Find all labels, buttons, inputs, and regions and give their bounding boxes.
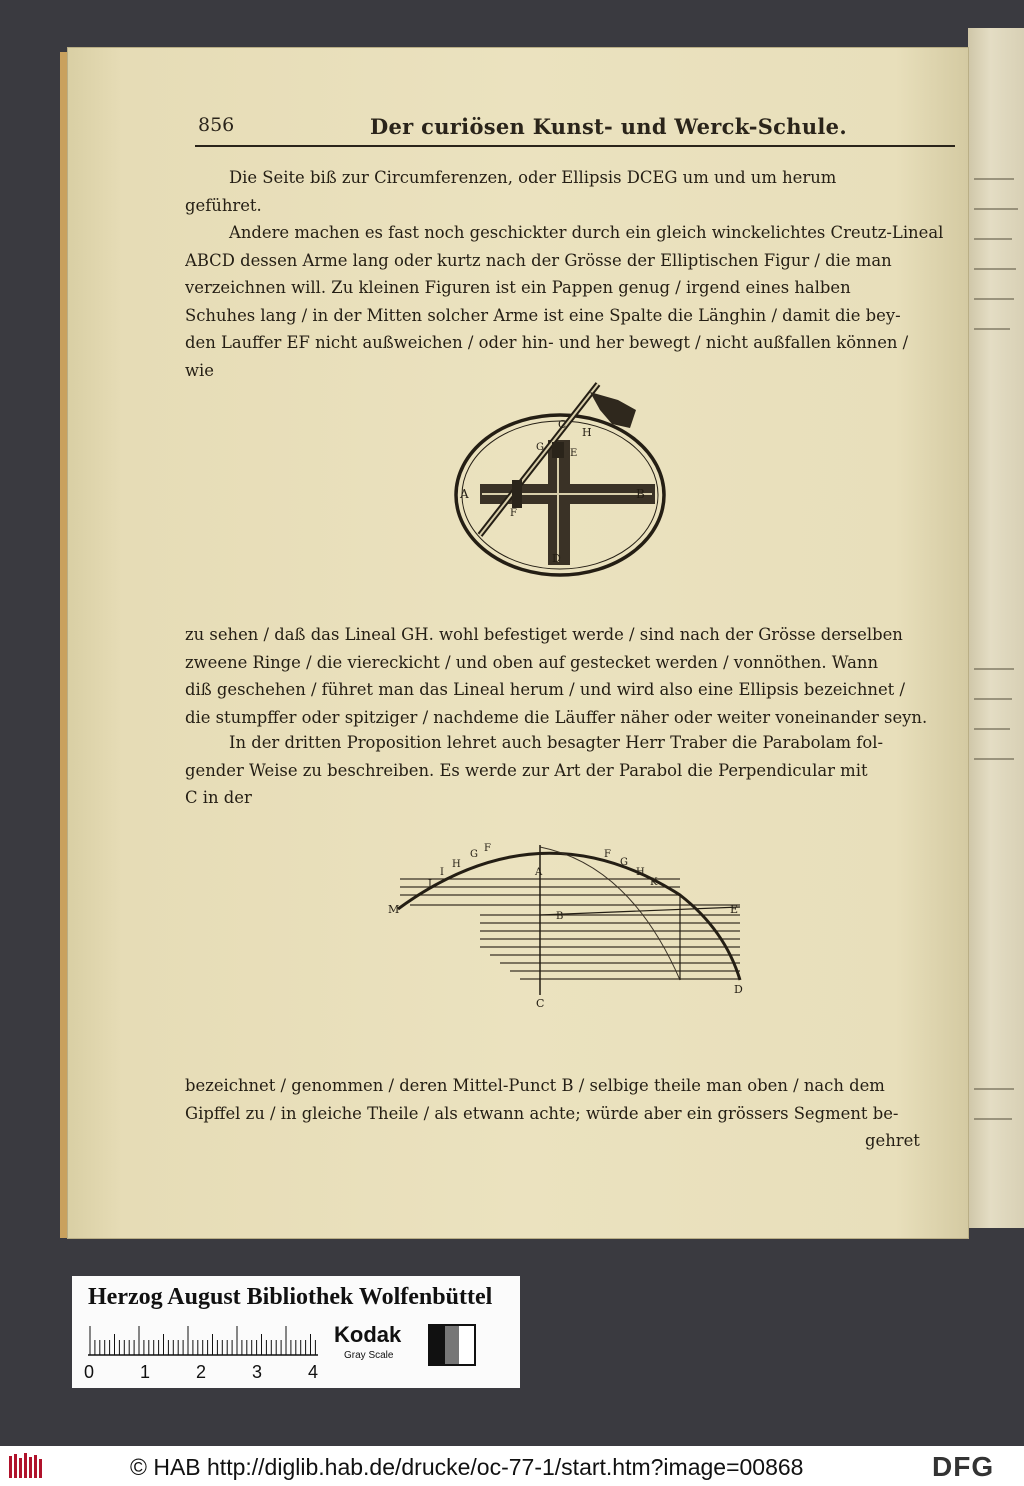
paragraph-4 bbox=[185, 1072, 955, 1155]
text-line: Andere machen es fast noch geschickter durch ein gleich winckelichtes Creutz-Lineal bbox=[229, 223, 944, 242]
label-f: F bbox=[484, 843, 491, 854]
text-line: gehret bbox=[865, 1131, 920, 1150]
label-a: A bbox=[535, 867, 543, 878]
text-line: Die Seite biß zur Circumferenzen, oder Ellipsis DCEG um und um herum bbox=[229, 168, 837, 187]
dfg-logo: DFG bbox=[932, 1451, 995, 1482]
ruler-number: 4 bbox=[308, 1362, 319, 1382]
label-c: C bbox=[558, 418, 567, 431]
parabola-figure bbox=[380, 835, 760, 1015]
permalink-text[interactable]: © HAB http://diglib.hab.de/drucke/oc-77-1/start.htm?image=00868 bbox=[130, 1454, 804, 1480]
label-f: F bbox=[510, 508, 517, 519]
paragraph-1 bbox=[185, 164, 955, 384]
label-h2: H bbox=[636, 867, 645, 878]
text-line: ABCD dessen Arme lang oder kurtz nach der Grösse der Elliptischen Figur / die man bbox=[185, 250, 892, 270]
text-line: zu sehen / daß das Lineal GH. wohl befestiget werde / sind nach der Grösse derselben bbox=[185, 625, 903, 644]
label-g: G bbox=[536, 442, 544, 453]
ellipse-compass-figure bbox=[440, 370, 680, 590]
library-color-strip bbox=[72, 1276, 520, 1388]
text-line: gender Weise zu beschreiben. Es werde zur Art der Parabol die Perpendicular mit bbox=[185, 760, 868, 780]
label-a: A bbox=[460, 487, 469, 501]
text-line: die stumpffer oder spitziger / nachdeme die Läuffer näher oder weiter voneinander seyn. bbox=[185, 707, 928, 727]
library-name: Herzog August Bibliothek Wolfenbüttel bbox=[88, 1284, 493, 1310]
ruler-number: 3 bbox=[252, 1362, 263, 1382]
label-d: D bbox=[552, 552, 561, 565]
ruler-number: 1 bbox=[140, 1362, 151, 1382]
label-c: C bbox=[536, 997, 545, 1010]
text-line: Schuhes lang / in der Mitten solcher Arme ist eine Spalte die Länghin / damit die bey- bbox=[185, 305, 901, 325]
ruler-number: 0 bbox=[84, 1362, 95, 1382]
text-line: diß geschehen / führet man das Lineal herum / und wird also eine Ellipsis bezeichnet / bbox=[185, 680, 905, 699]
paragraph-3 bbox=[185, 729, 955, 812]
label-b: B bbox=[636, 487, 645, 501]
scale-ruler bbox=[88, 1322, 318, 1356]
label-e: E bbox=[730, 903, 739, 916]
paragraph-2 bbox=[185, 621, 955, 731]
label-l: L bbox=[428, 879, 435, 890]
kodak-brand: Kodak bbox=[334, 1322, 402, 1347]
running-head: Der curiösen Kunst- und Werck-Schule. bbox=[370, 114, 847, 139]
text-line: In der dritten Proposition lehret auch besagter Herr Traber die Parabolam fol- bbox=[229, 733, 884, 752]
hab-logo-icon bbox=[8, 1452, 46, 1480]
label-d: D bbox=[734, 983, 743, 996]
header-rule bbox=[195, 145, 955, 147]
label-i: I bbox=[440, 867, 444, 878]
text-line: Gipffel zu / in gleiche Theile / als etwann achte; würde aber ein grössers Segment be- bbox=[185, 1103, 899, 1123]
facing-page-edge bbox=[968, 28, 1024, 1228]
label-g: G bbox=[470, 849, 478, 860]
label-h: H bbox=[452, 859, 461, 870]
text-line: verzeichnen will. Zu kleinen Figuren ist ein Pappen genug / irgend eines halben bbox=[185, 278, 851, 297]
label-m: M bbox=[388, 903, 400, 916]
gray-scale-patch bbox=[428, 1324, 476, 1366]
label-g2: G bbox=[620, 857, 628, 868]
label-h: H bbox=[582, 426, 592, 439]
text-line: C in der bbox=[185, 788, 252, 807]
ruler-number: 2 bbox=[196, 1362, 207, 1382]
text-line: den Lauffer EF nicht außweichen / oder hin- und her bewegt / nicht außfallen können / bbox=[185, 333, 909, 352]
page-number: 856 bbox=[198, 114, 235, 136]
text-line: geführet. bbox=[185, 195, 262, 215]
text-line: bezeichnet / genommen / deren Mittel-Punct B / selbige theile man oben / nach dem bbox=[185, 1076, 885, 1095]
text-line: wie bbox=[185, 360, 214, 380]
label-f2: F bbox=[604, 849, 611, 860]
kodak-subtitle: Gray Scale bbox=[344, 1350, 394, 1361]
label-k: K bbox=[650, 877, 658, 888]
label-b: B bbox=[556, 911, 564, 922]
footer-bar bbox=[0, 1446, 1024, 1486]
text-line: zweene Ringe / die viereckicht / und oben auf gestecket werden / vonnöthen. Wann bbox=[185, 652, 879, 672]
label-e: E bbox=[570, 448, 578, 459]
